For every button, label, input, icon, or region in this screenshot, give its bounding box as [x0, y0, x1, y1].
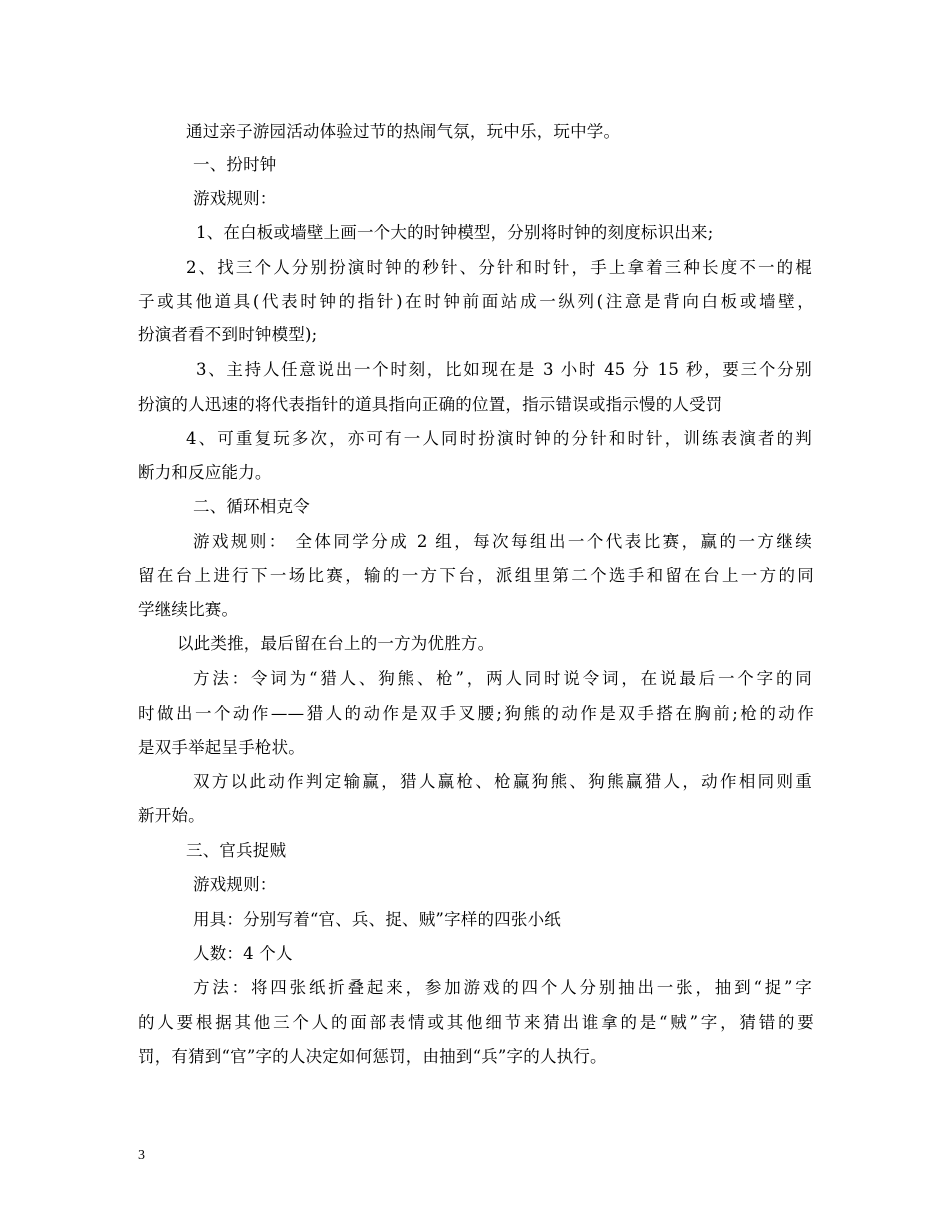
- paragraph-line: 方法：将四张纸折叠起来，参加游戏的四个人分别抽出一张，抽到“捉”字: [193, 978, 812, 997]
- paragraph-line: 子或其他道具(代表时钟的指针)在时钟前面站成一纵列(注意是背向白板或墙壁，: [138, 292, 814, 311]
- paragraph-line: 断力和反应能力。: [138, 463, 272, 482]
- intro-line: 通过亲子游园活动体验过节的热闹气氛，玩中乐，玩中学。: [186, 122, 621, 141]
- paragraph-line: 4、可重复玩多次，亦可有一人同时扮演时钟的分针和时针，训练表演者的判: [186, 429, 812, 448]
- paragraph-line: 方法：令词为“猎人、狗熊、枪”，两人同时说令词，在说最后一个字的同: [193, 669, 812, 688]
- paragraph-line: 用具：分别写着“官、兵、捉、贼”字样的四张小纸: [193, 910, 561, 929]
- paragraph-line: 双方以此动作判定输赢，猎人赢枪、枪赢狗熊、狗熊赢猎人，动作相同则重: [193, 772, 812, 791]
- paragraph-line: 人数：4 个人: [193, 944, 293, 963]
- section-heading-2: 二、循环相克令: [193, 497, 310, 516]
- rules-label: 游戏规则：: [193, 875, 277, 894]
- page-number: 3: [138, 1148, 145, 1163]
- section-heading-1: 一、扮时钟: [193, 155, 277, 174]
- paragraph-line: 留在台上进行下一场比赛，输的一方下台，派组里第二个选手和留在台上一方的同: [138, 566, 814, 585]
- paragraph-line: 2、找三个人分别扮演时钟的秒针、分针和时针，手上拿着三种长度不一的棍: [186, 258, 812, 277]
- paragraph-line: 游戏规则： 全体同学分成 2 组，每次每组出一个代表比赛，赢的一方继续: [193, 532, 812, 551]
- paragraph-line: 扮演的人迅速的将代表指针的道具指向正确的位置，指示错误或指示慢的人受罚: [138, 395, 723, 414]
- paragraph-line: 3、主持人任意说出一个时刻，比如现在是 3 小时 45 分 15 秒，要三个分别: [196, 360, 812, 379]
- section-heading-3: 三、官兵捉贼: [186, 841, 287, 860]
- paragraph-line: 1、在白板或墙壁上画一个大的时钟模型，分别将时钟的刻度标识出来;: [196, 223, 714, 242]
- paragraph-line: 是双手举起呈手枪状。: [138, 738, 305, 757]
- paragraph-line: 时做出一个动作——猎人的动作是双手叉腰;狗熊的动作是双手搭在胸前;枪的动作: [138, 704, 814, 723]
- paragraph-line: 罚，有猜到“官”字的人决定如何惩罚，由抽到“兵”字的人执行。: [138, 1047, 607, 1066]
- paragraph-line: 扮演者看不到时钟模型);: [138, 325, 318, 344]
- paragraph-line: 学继续比赛。: [138, 600, 239, 619]
- rules-label: 游戏规则：: [193, 189, 277, 208]
- paragraph-line: 以此类推，最后留在台上的一方为优胜方。: [177, 634, 495, 653]
- paragraph-line: 新开始。: [138, 806, 205, 825]
- paragraph-line: 的人要根据其他三个人的面部表情或其他细节来猜出谁拿的是“贼”字，猜错的要: [138, 1013, 814, 1032]
